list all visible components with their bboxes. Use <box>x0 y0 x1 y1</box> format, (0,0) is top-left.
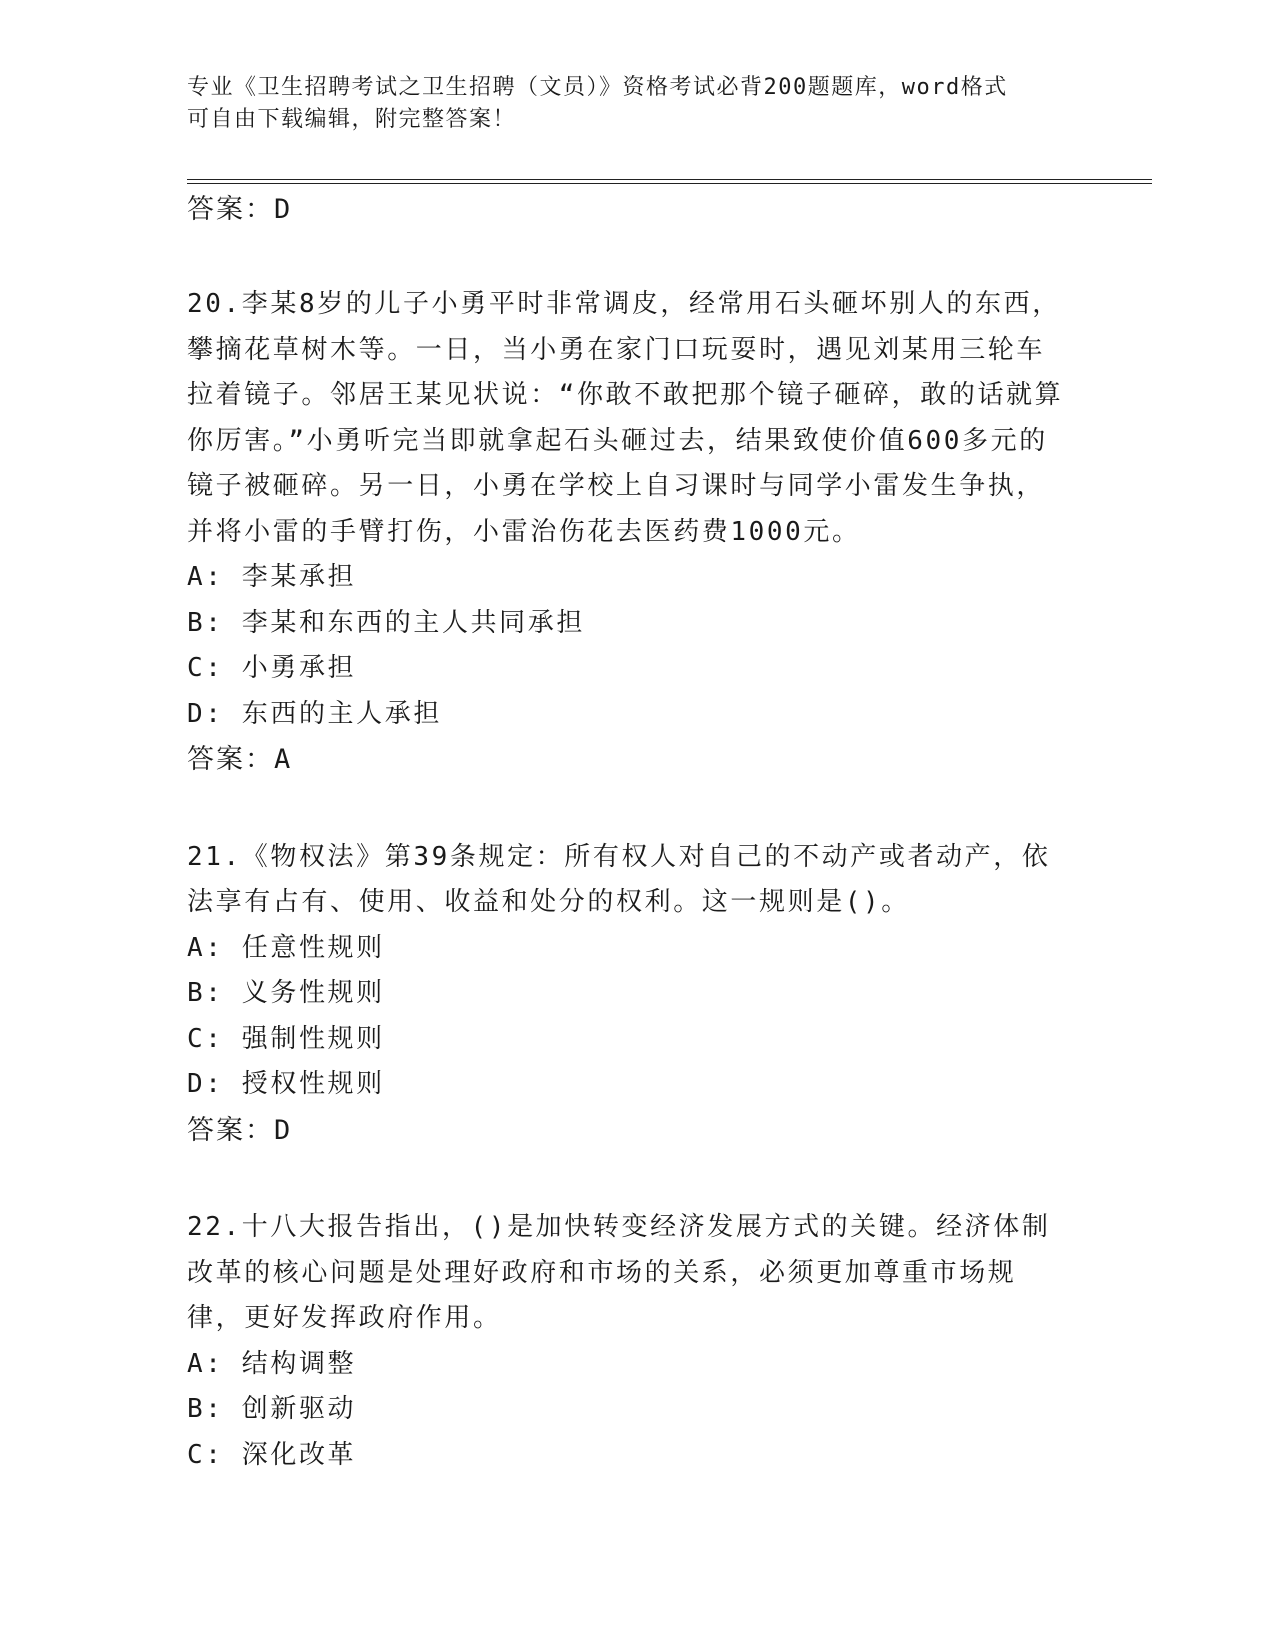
header-rule-top <box>187 179 1152 180</box>
answer: 答案：A <box>187 744 293 775</box>
option-a: A: 结构调整 <box>187 1348 357 1379</box>
question-stem: 20.李某8岁的儿子小勇平时非常调皮，经常用石头砸坏别人的东西，攀摘花草树木等。一日，当小勇在家门口玩耍时，遇见刘某用三轮车拉着镜子。邻居王某见状说：“你敢不敢把那个镜子砸碎，敢的话就算你厉害。”小勇听完当即就拿起石头砸过去，结果致使价值600多元的镜子被砸碎。另一日，小勇在学校上自习课时与同学小雷发生争执，并将小雷的手臂打伤，小雷治伤花去医药费1000元。 <box>187 289 1064 547</box>
question-stem: 22.十八大报告指出，()是加快转变经济发展方式的关键。经济体制改革的核心问题是处理好政府和市场的关系，必须更加尊重市场规律，更好发挥政府作用。 <box>187 1212 1051 1333</box>
question-stem: 21.《物权法》第39条规定：所有权人对自己的不动产或者动产，依法享有占有、使用、收益和处分的权利。这一规则是()。 <box>187 841 1051 917</box>
header-rule-bottom <box>187 183 1152 184</box>
option-list <box>187 1342 1067 1479</box>
question-22 <box>187 1205 1067 1478</box>
option-d: D: 东西的主人承担 <box>187 698 442 729</box>
option-list <box>187 555 1067 737</box>
option-b: B: 义务性规则 <box>187 978 385 1008</box>
header-line-2: 可自由下载编辑，附完整答案！ <box>187 107 517 132</box>
previous-answer: 答案：D <box>187 194 293 225</box>
option-c: C: 深化改革 <box>187 1439 357 1470</box>
document-body <box>187 190 1067 1478</box>
option-a: A: 任意性规则 <box>187 932 385 963</box>
option-list <box>187 926 1067 1108</box>
option-c: C: 强制性规则 <box>187 1023 385 1054</box>
header-line-1: 专业《卫生招聘考试之卫生招聘（文员）》资格考试必背200题题库，word格式 <box>187 75 1008 100</box>
option-c: C: 小勇承担 <box>187 653 357 683</box>
answer: 答案：D <box>187 1114 293 1146</box>
option-b: B: 李某和东西的主人共同承担 <box>187 607 585 638</box>
option-a: A: 李某承担 <box>187 562 357 592</box>
question-20 <box>187 282 1067 783</box>
option-b: B: 创新驱动 <box>187 1394 357 1424</box>
document-header <box>187 72 1067 136</box>
question-21 <box>187 835 1067 1154</box>
option-d: D: 授权性规则 <box>187 1069 385 1099</box>
